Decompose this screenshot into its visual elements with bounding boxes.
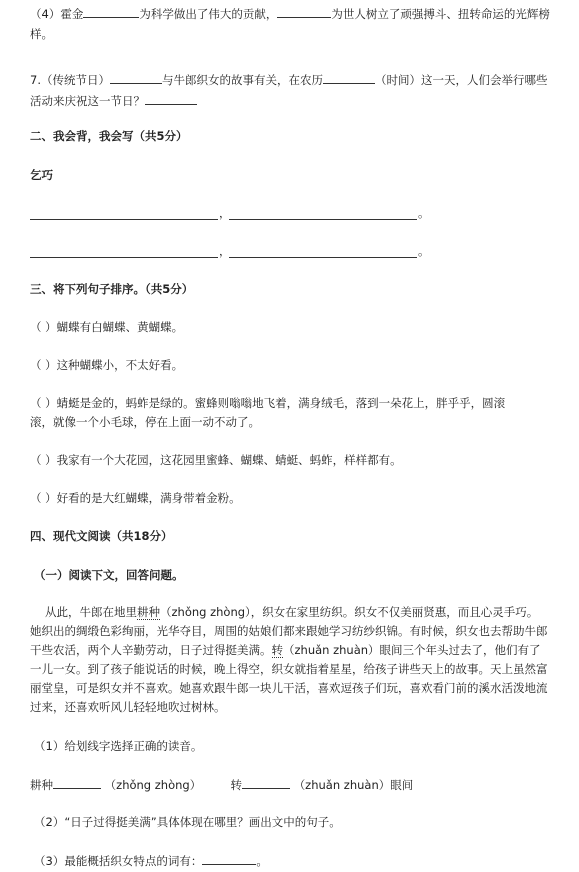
q4-prefix: （4）霍金: [30, 7, 84, 21]
q3-blank[interactable]: [202, 851, 256, 865]
poem-blank-3[interactable]: [30, 257, 218, 258]
sentence-item-continued: 滚，就像一个小毛球，停在上面一动不动了。: [30, 415, 260, 429]
options-2: （zhuǎn zhuàn）眼间: [293, 778, 414, 792]
order-paren[interactable]: （ ）: [30, 396, 57, 410]
sentence-text: 我家有一个大花园，这花园里蜜蜂、蝴蝶、蜻蜓、蚂蚱，样样都有。: [56, 453, 402, 467]
comma: ，: [219, 206, 231, 220]
q7-line2-text: 活动来庆祝这一节日？: [30, 94, 145, 108]
reading-question-3: [34, 851, 268, 871]
order-paren[interactable]: （ ）: [30, 453, 57, 467]
order-paren[interactable]: （ ）: [30, 320, 57, 334]
q4-blank-1[interactable]: [83, 4, 139, 18]
sentence-text: 好看的是大红蝴蝶，满身带着金粉。: [56, 491, 241, 505]
sentence-text: 这种蝴蝶小，不太好看。: [56, 358, 184, 372]
passage-line-5: 丽堂皇，可是织女并不喜欢。她喜欢跟牛郎一块儿干活，喜欢逗孩子们玩，喜欢看门前的溪水活泼地流: [30, 681, 548, 695]
q7-blank-2[interactable]: [323, 70, 375, 84]
pinyin-blank-1[interactable]: [53, 775, 101, 789]
passage-line-6: 过来，还喜欢听风儿轻轻地吹过树林。: [30, 700, 226, 714]
sentence-item: [30, 356, 183, 375]
sentence-item: [30, 394, 505, 413]
passage-text: （zhǒng zhòng），织女在家里纺织。织女不仅美丽贤惠，而且心灵手巧。: [160, 605, 539, 619]
section-4-title: 四、现代文阅读（共18分）: [30, 529, 173, 543]
passage-line-3: [30, 641, 541, 660]
period: 。: [418, 206, 430, 220]
period: 。: [418, 244, 430, 258]
passage-text: 从此，牛郎在地里: [45, 605, 137, 619]
reading-question-1: （1）给划线字选择正确的读音。: [34, 739, 203, 753]
passage-text: 干些农活，两个人辛勤劳动，日子过得挺美满。: [30, 643, 272, 657]
poem-blank-2[interactable]: [229, 219, 417, 220]
q7-prefix: 7.（传统节日）: [30, 73, 110, 87]
order-paren[interactable]: （ ）: [30, 491, 57, 505]
poem-blank-1[interactable]: [30, 219, 218, 220]
passage-text: （zhuǎn zhuàn）眼间三个年头过去了，他们有了: [283, 643, 541, 657]
q4-line-2: 样。: [30, 27, 53, 41]
sentence-item: [30, 451, 402, 470]
word-2: 转: [230, 778, 243, 792]
reading-question-1-options: [30, 775, 413, 795]
order-paren[interactable]: （ ）: [30, 358, 57, 372]
passage-line-4: 一儿一女。到了孩子能说话的时候，晚上得空，织女就指着星星，给孩子讲些天上的故事。天上虽然富: [30, 662, 548, 676]
underlined-word: 转: [271, 643, 283, 657]
poem-title: 乞巧: [30, 168, 53, 182]
poem-blank-4[interactable]: [229, 257, 417, 258]
question-7-line-1: [30, 70, 547, 90]
sentence-text: 蝴蝶有白蝴蝶、黄蝴蝶。: [56, 320, 184, 334]
word-1: 耕种: [30, 778, 53, 792]
section-2-title: 二、我会背，我会写（共5分）: [30, 129, 188, 143]
q7-after: （时间）这一天，人们会举行哪些: [374, 73, 548, 87]
q3-label: （3）最能概括织女特点的词有：: [34, 854, 203, 868]
q4-suffix: 为世人树立了顽强搏斗、扭转命运的光辉榜: [331, 7, 550, 21]
sentence-item: [30, 489, 241, 508]
section-3-title: 三、将下列句子排序。（共5分）: [30, 282, 194, 296]
q4-mid: 为科学做出了伟大的贡献，: [139, 7, 278, 21]
comma: ，: [219, 244, 231, 258]
sentence-text: 蜻蜓是金的，蚂蚱是绿的。蜜蜂则嗡嗡地飞着，满身绒毛，落到一朵花上，胖乎乎，圆滚: [56, 396, 506, 410]
question-4-line-1: [30, 4, 550, 24]
sentence-item: [30, 318, 183, 337]
reading-question-2: （2）“日子过得挺美满”具体体现在哪里？画出文中的句子。: [34, 815, 341, 829]
underlined-word: 耕种: [137, 605, 160, 619]
q7-blank-1[interactable]: [110, 70, 162, 84]
reading-sub-title: （一）阅读下文，回答问题。: [34, 568, 184, 582]
q7-mid: 与牛郎织女的故事有关，在农历: [161, 73, 323, 87]
q7-blank-3[interactable]: [145, 91, 197, 105]
q3-end: 。: [256, 854, 268, 868]
q4-blank-2[interactable]: [277, 4, 331, 18]
passage-line-1: [45, 603, 538, 622]
options-1: （zhǒng zhòng）: [104, 778, 202, 792]
passage-line-2: 她织出的绸缎色彩绚丽，光华夺目，周围的姑娘们都来跟她学习纺纱织锦。有时候，织女也去帮助牛郎: [30, 624, 548, 638]
q7-line-2: [30, 91, 197, 111]
pinyin-blank-2[interactable]: [242, 775, 290, 789]
